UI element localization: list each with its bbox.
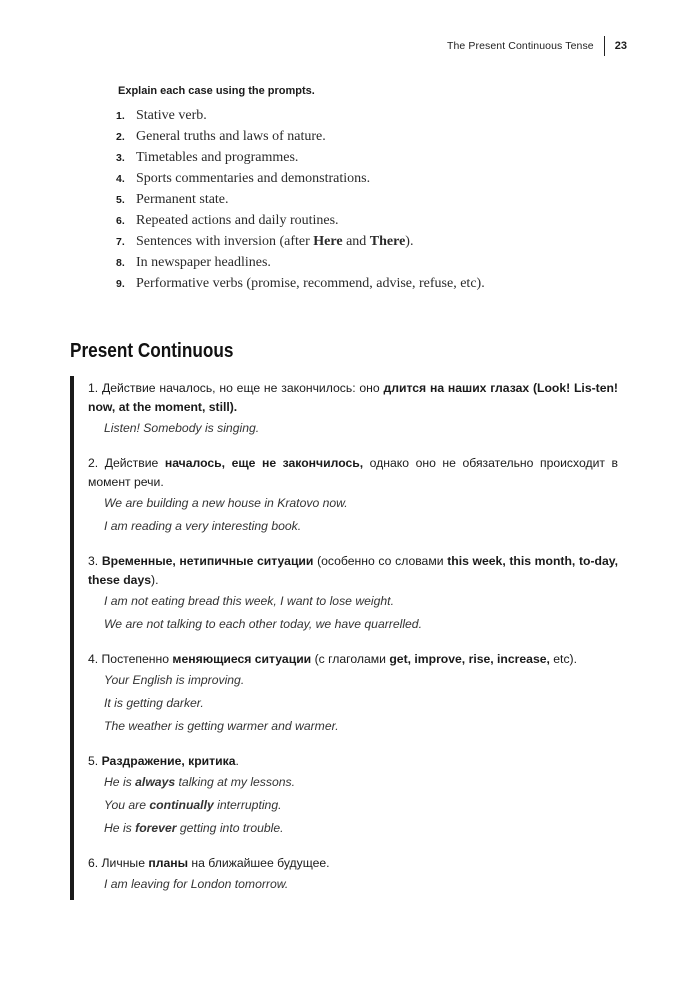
example-sentence: I am leaving for London tomorrow. xyxy=(104,877,289,891)
rule-5: 5. Раздражение, критика. He is always talking at my lessons. You are continually interrupting. He is forever getting into trouble. xyxy=(88,752,618,840)
example-sentence: We are building a new house in Kratovo now. xyxy=(104,496,348,510)
example-sentence: I am reading a very interesting book. xyxy=(104,519,302,533)
rules-block xyxy=(88,379,618,910)
list-item: 3. Timetables and programmes. xyxy=(116,150,299,165)
example-sentence: He is forever getting into trouble. xyxy=(104,821,284,835)
list-item: 4. Sports commentaries and demonstrations. xyxy=(116,171,371,186)
list-item: 1. Stative verb. xyxy=(116,108,207,123)
example-sentence: Listen! Somebody is singing. xyxy=(104,421,260,435)
rule-2: 2. Действие началось, еще не закончилось, однако оно не обязательно происходит в момент речи. We are building a new house in Kratovo now. I am reading a very interesting book. xyxy=(88,454,618,538)
list-item: 2. General truths and laws of nature. xyxy=(116,129,326,144)
rule-3: 3. Временные, нетипичные ситуации (особенно со словами this week, this month, to-day, these days). I am not eating bread this week, I want to lose weight. We are not talking to each other today, we have quarrelled. xyxy=(88,552,618,636)
list-item: 5. Permanent state. xyxy=(116,192,229,207)
section-title: Present Continuous xyxy=(70,340,234,362)
list-item: 9. Performative verbs (promise, recommend, advise, refuse, etc). xyxy=(116,276,485,291)
rule-4: 4. Постепенно меняющиеся ситуации (с глаголами get, improve, rise, increase, etc). Your English is improving. It is getting darker. The weather is getting warmer and warmer. xyxy=(88,650,618,738)
example-sentence: Your English is improving. xyxy=(104,673,245,687)
example-sentence: We are not talking to each other today, we have quarrelled. xyxy=(104,617,422,631)
rule-1: 1. Действие началось, но еще не закончилось: оно длится на наших глазах (Look! Lis-ten! now, at the moment, still). Listen! Somebody is singing. xyxy=(88,379,618,440)
page-header xyxy=(447,36,627,56)
list-item: 7. Sentences with inversion (after Here and There). xyxy=(116,234,414,249)
example-sentence: You are continually interrupting. xyxy=(104,798,282,812)
exercise-instruction: Explain each case using the prompts. xyxy=(118,85,315,97)
example-sentence: The weather is getting warmer and warmer. xyxy=(104,719,339,733)
list-item: 8. In newspaper headlines. xyxy=(116,255,271,270)
list-item: 6. Repeated actions and daily routines. xyxy=(116,213,339,228)
example-sentence: It is getting darker. xyxy=(104,696,204,710)
prompt-list xyxy=(116,108,485,297)
section-sidebar-bar xyxy=(70,376,74,900)
page-number: 23 xyxy=(614,40,627,52)
header-divider xyxy=(604,36,605,56)
rule-6: 6. Личные планы на ближайшее будущее. I am leaving for London tomorrow. xyxy=(88,854,618,896)
example-sentence: I am not eating bread this week, I want to lose weight. xyxy=(104,594,394,608)
running-title: The Present Continuous Tense xyxy=(446,40,594,52)
example-sentence: He is always talking at my lessons. xyxy=(104,775,296,789)
